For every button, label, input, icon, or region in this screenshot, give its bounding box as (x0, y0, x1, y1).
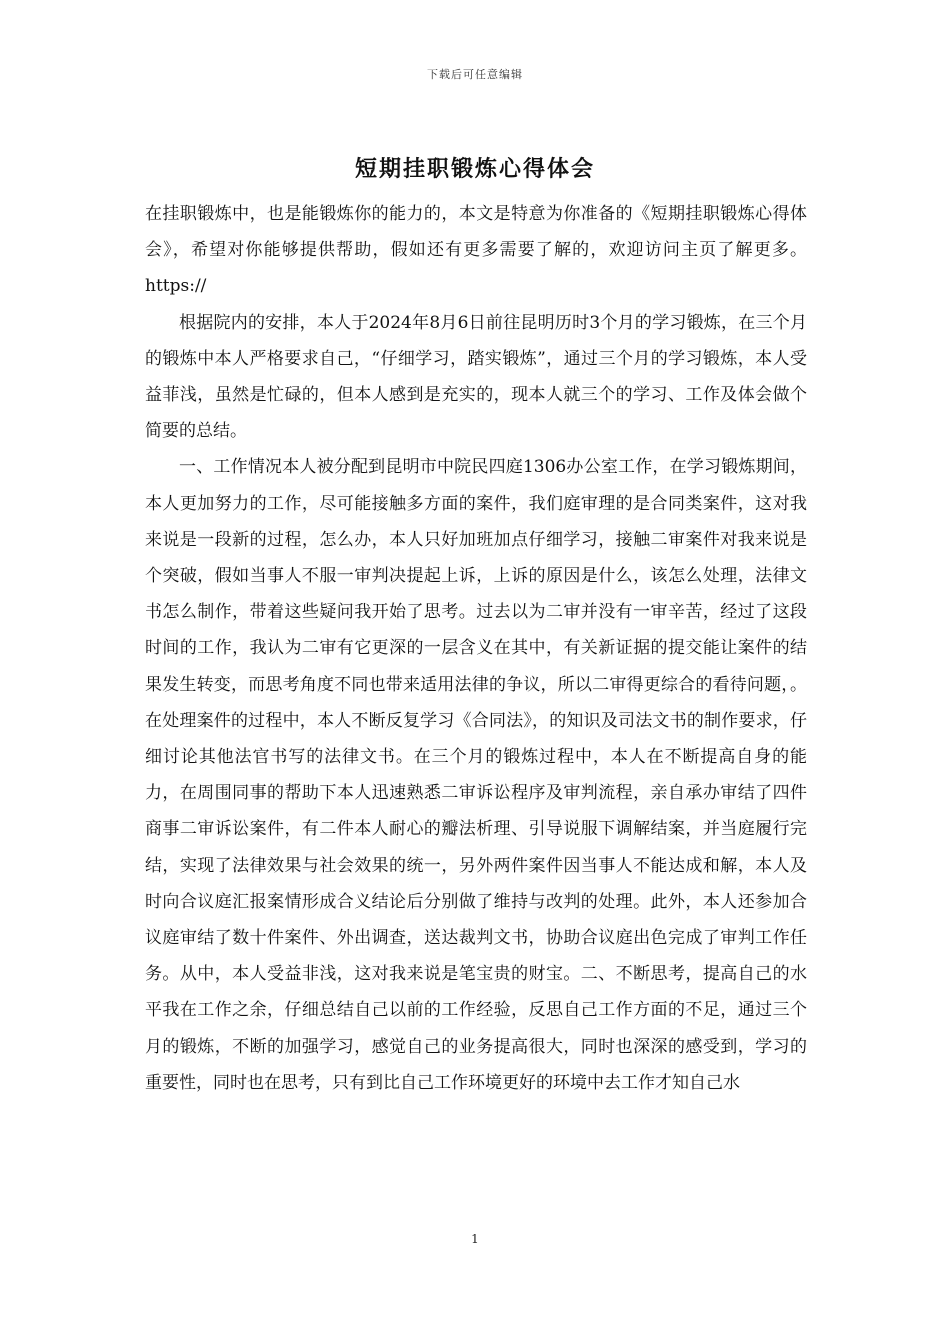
body-paragraph: 根据院内的安排，本人于2024年8月6日前往昆明历时3个月的学习锻炼，在三个月的锻炼中本人严格要求自己，“仔细学习，踏实锻炼”，通过三个月的学习锻炼，本人受益菲浅，虽然是忙碌的，但本人感到是充实的，现本人就三个的学习、工作及体会做个简要的总结。 (145, 312, 807, 442)
page-header: 下载后可任意编辑 (427, 68, 523, 81)
page-number: 1 (471, 1232, 479, 1246)
document-body (145, 196, 807, 1101)
body-paragraph: 一、工作情况本人被分配到昆明市中院民四庭1306办公室工作，在学习锻炼期间，本人更加努力的工作，尽可能接触多方面的案件，我们庭审理的是合同类案件，这对我来说是一段新的过程，怎么办，本人只好加班加点仔细学习，接触二审案件对我来说是个突破，假如当事人不服一审判决提起上诉，上诉的原因是什么，该怎么处理，法律文书怎么制作，带着这些疑问我开始了思考。过去以为二审并没有一审辛苦，经过了这段时间的工作，我认为二审有它更深的一层含义在其中，有关新证据的提交能让案件的结果发生转变，而思考角度不同也带来适用法律的争议，所以二审得更综合的看待问题，。在处理案件的过程中，本人不断反复学习《合同法》，的知识及司法文书的制作要求，仔细讨论其他法官书写的法律文书。在三个月的锻炼过程中，本人在不断提高自身的能力，在周围同事的帮助下本人迅速熟悉二审诉讼程序及审判流程，亲自承办审结了四件商事二审诉讼案件，有二件本人耐心的瓣法析理、引导说服下调解结案，并当庭履行完结，实现了法律效果与社会效果的统一，另外两件案件因当事人不能达成和解，本人及时向合议庭汇报案情形成合义结论后分别做了维持与改判的处理。此外，本人还参加合议庭审结了数十件案件、外出调查，送达裁判文书，协助合议庭出色完成了审判工作任务。从中，本人受益非浅，这对我来说是笔宝贵的财宝。二、不断思考，提高自己的水平我在工作之余，仔细总结自己以前的工作经验，反思自己工作方面的不足，通过三个月的锻炼，不断的加强学习，感觉自己的业务提高很大，同时也深深的感受到，学习的重要性，同时也在思考，只有到比自己工作环境更好的环境中去工作才知自己水 (145, 457, 807, 1093)
document-title: 短期挂职锻炼心得体会 (354, 156, 595, 182)
intro-paragraph: 在挂职锻炼中，也是能锻炼你的能力的，本文是特意为你准备的《短期挂职锻炼心得体会》，希望对你能够提供帮助，假如还有更多需要了解的，欢迎访问主页了解更多。https:// (145, 204, 807, 297)
